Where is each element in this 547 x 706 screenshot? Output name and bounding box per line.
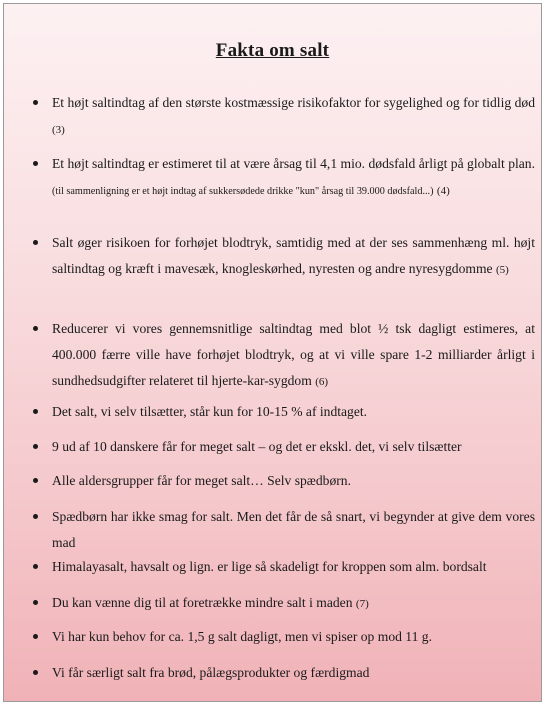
fact-reference: (7) (355, 598, 369, 610)
fact-item (52, 434, 535, 460)
fact-item (52, 316, 535, 395)
fact-item (52, 590, 535, 617)
fact-text: Vi har kun behov for ca. 1,5 g salt dagligt, men vi spiser op mod 11 g. (52, 629, 432, 644)
fact-item (52, 230, 535, 283)
fact-text: Vi får særligt salt fra brød, pålægsprodukter og færdigmad (52, 665, 370, 680)
fact-item (52, 151, 535, 205)
fact-text: Spædbørn har ikke smag for salt. Men det får de så snart, vi begynder at give dem vores mad (52, 509, 535, 550)
fact-item (52, 399, 535, 425)
fact-text: Salt øger risikoen for forhøjet blodtryk, samtidig med at der ses sammenhæng ml. højt saltindtag og kræft i mavesæk, knogleskørhed, nyresten og andre nyresygdomme (52, 235, 535, 276)
fact-text: Himalayasalt, havsalt og lign. er lige så skadeligt for kroppen som alm. bordsalt (52, 559, 487, 574)
fact-note: (til sammenligning er et højt indtag af sukkersødede drikke "kun" årsag til 39.000 dødsfald...) (52, 186, 434, 197)
fact-text: 9 ud af 10 danskere får for meget salt – og det er ekskl. det, vi selv tilsætter (52, 439, 462, 454)
fact-reference: (3) (52, 124, 65, 136)
fact-text: Et højt saltindtag af den største kostmæssige risikofaktor for sygelighed og for tidlig død (52, 95, 535, 110)
fact-item (52, 90, 535, 143)
fact-item (52, 504, 535, 556)
fact-item (52, 624, 535, 650)
fact-item (52, 660, 535, 686)
fact-text: Reducerer vi vores gennemsnitlige saltindtag med blot ½ tsk dagligt estimeres, at 400.000 færre ville have forhøjet blodtryk, og at vi ville spare 1-2 milliarder årligt i sundhedsudgifter relateret til hjerte-kar-sygdom (52, 321, 535, 388)
page-title: Fakta om salt (215, 40, 330, 61)
fact-item (52, 554, 535, 580)
fact-item (52, 468, 535, 494)
fact-reference: (6) (315, 376, 329, 388)
fact-text: Du kan vænne dig til at foretrække mindre salt i maden (52, 595, 353, 610)
fact-reference: (5) (495, 264, 509, 276)
fact-reference: (4) (436, 185, 450, 197)
fact-text: Alle aldersgrupper får for meget salt… Selv spædbørn. (52, 473, 351, 488)
fact-text: Et højt saltindtag er estimeret til at være årsag til 4,1 mio. dødsfald årligt på globalt plan. (52, 156, 535, 171)
fact-text: Det salt, vi selv tilsætter, står kun for 10-15 % af indtaget. (52, 404, 368, 419)
fact-sheet-page (3, 3, 542, 702)
